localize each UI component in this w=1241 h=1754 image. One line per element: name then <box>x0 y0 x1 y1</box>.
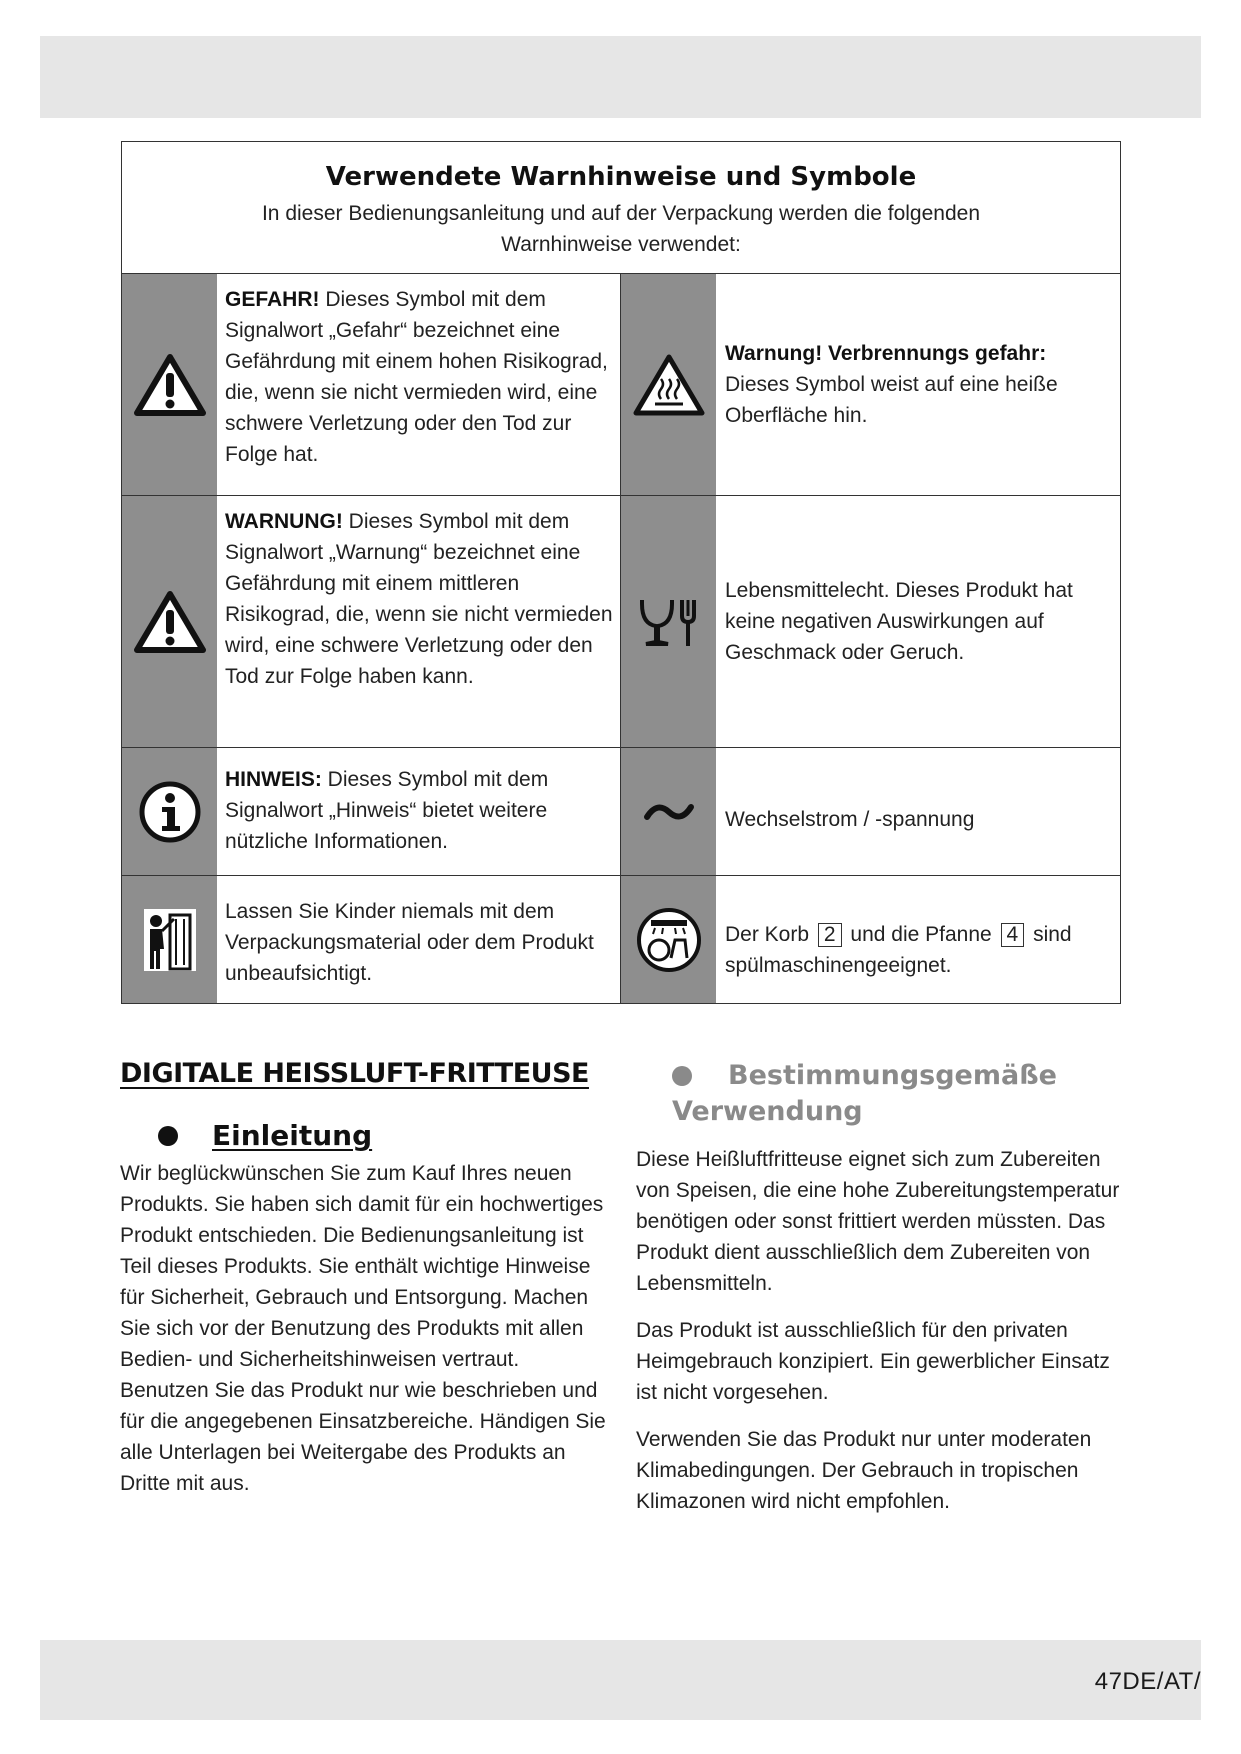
danger-icon-cell <box>122 274 217 495</box>
info-icon <box>138 780 202 844</box>
introduction-heading <box>158 1119 610 1152</box>
warning-table-intro: In dieser Bedienungsanleitung und auf der Verpackung werden die folgenden Warnhinweise verwendet: <box>261 202 981 256</box>
dishwasher-text <box>725 919 1114 981</box>
warning-triangle-icon <box>134 590 206 654</box>
warning-table-header <box>122 142 1120 274</box>
dishwasher-description <box>716 876 1120 1003</box>
right-column <box>636 1058 1126 1517</box>
alternating-current-icon <box>641 797 697 827</box>
hot-surface-text: Dieses Symbol weist auf eine heiße Oberfläche hin. <box>725 373 1058 427</box>
product-section-title: DIGITALE HEISSLUFT-FRITTEUSE <box>120 1058 589 1089</box>
bullet-icon <box>672 1066 692 1086</box>
child-warning-description <box>217 876 621 1003</box>
warning-row <box>122 274 1120 496</box>
info-description <box>217 748 621 875</box>
hot-surface-icon-cell <box>621 274 716 495</box>
warning-icon-cell <box>122 496 217 747</box>
food-safe-glass-fork-icon <box>634 590 704 654</box>
warning-symbols-table <box>121 141 1121 1004</box>
hot-surface-description <box>716 274 1120 495</box>
food-safe-text: Lebensmittelecht. Dieses Produkt hat keine negativen Auswirkungen auf Geschmack oder Geruch. <box>725 579 1073 664</box>
food-safe-icon-cell <box>621 496 716 747</box>
basket-number-badge: 2 <box>818 923 842 947</box>
hot-surface-label: Warnung! Verbrennungs gefahr: <box>725 342 1047 365</box>
introduction-heading-text: Einleitung <box>212 1119 373 1152</box>
dishwasher-icon-cell <box>621 876 716 1003</box>
warning-description <box>217 496 621 747</box>
dishwasher-text-c: sind spülmaschinengeeignet. <box>725 922 1072 977</box>
intended-use-paragraph-3: Verwenden Sie das Produkt nur unter moderaten Klimabedingungen. Der Gebrauch in tropischen Klimazonen wird nicht empfohlen. <box>636 1428 1092 1513</box>
left-column <box>120 1058 610 1499</box>
footer-band <box>40 1640 1201 1720</box>
dishwasher-text-a: Der Korb <box>725 922 810 946</box>
warning-label: WARNUNG! <box>225 510 343 533</box>
child-warning-text: Lassen Sie Kinder niemals mit dem Verpackungsmaterial oder dem Produkt unbeaufsichtigt. <box>225 900 594 985</box>
warning-row <box>122 748 1120 876</box>
warning-text: Dieses Symbol mit dem Signalwort „Warnung“ bezeichnet eine Gefährdung mit einem mittleren Risikograd, die, wenn sie nicht vermieden wird, eine schwere Verletzung oder den Tod zur Folge haben kann. <box>225 510 613 688</box>
info-icon-cell <box>122 748 217 875</box>
header-band <box>40 36 1201 118</box>
child-warning-icon-cell <box>122 876 217 1003</box>
page-number: 47DE/AT/ <box>1094 1668 1201 1695</box>
intended-use-heading-line1: Bestimmungsgemäße <box>728 1060 1057 1091</box>
intended-use-heading-line2: Verwendung <box>672 1096 863 1127</box>
pan-number-badge: 4 <box>1001 923 1025 947</box>
danger-label: GEFAHR! <box>225 288 320 311</box>
intended-use-paragraph-2: Das Produkt ist ausschließlich für den privaten Heimgebrauch konzipiert. Ein gewerblicher Einsatz ist nicht vorgesehen. <box>636 1319 1110 1404</box>
introduction-body: Wir beglückwünschen Sie zum Kauf Ihres neuen Produkts. Sie haben sich damit für ein hochwertiges Produkt entschieden. Die Bedienungsanleitung ist Teil dieses Produkts. Sie enthält wichtige Hinweise für Sicherheit, Gebrauch und Entsorgung. Machen Sie sich vor der Benutzung des Produkts mit allen Bedien- und Sicherheitshinweisen vertraut. Benutzen Sie das Produkt nur wie beschrieben und für die angegebenen Einsatzbereiche. Händigen Sie alle Unterlagen bei Weitergabe des Produkts an Dritte mit aus. <box>120 1162 606 1495</box>
intended-use-heading <box>672 1058 1126 1094</box>
ac-text: Wechselstrom / -spannung <box>725 808 975 831</box>
bullet-icon <box>158 1126 178 1146</box>
danger-description <box>217 274 621 495</box>
info-text: Dieses Symbol mit dem Signalwort „Hinweis“ bietet weitere nützliche Informationen. <box>225 768 549 853</box>
child-packaging-icon <box>140 905 200 975</box>
food-safe-description <box>716 496 1120 747</box>
warning-row <box>122 496 1120 748</box>
danger-text: Dieses Symbol mit dem Signalwort „Gefahr“ bezeichnet eine Gefährdung mit einem hohen Risikograd, die, wenn sie nicht vermieden wird, eine schwere Verletzung oder den Tod zur Folge hat. <box>225 288 608 466</box>
danger-triangle-icon <box>134 353 206 417</box>
hot-surface-icon <box>633 353 705 417</box>
warning-row <box>122 876 1120 1003</box>
ac-description <box>716 748 1120 875</box>
intended-use-paragraph-1: Diese Heißluftfritteuse eignet sich zum Zubereiten von Speisen, die eine hohe Zubereitungstemperatur benötigen oder sonst frittiert werden müssten. Das Produkt dient ausschließlich dem Zubereiten von Lebensmitteln. <box>636 1148 1120 1295</box>
info-label: HINWEIS: <box>225 768 322 791</box>
ac-icon-cell <box>621 748 716 875</box>
dishwasher-safe-icon <box>635 906 703 974</box>
dishwasher-text-b: und die Pfanne <box>850 922 992 946</box>
warning-table-title: Verwendete Warnhinweise und Symbole <box>325 162 917 192</box>
